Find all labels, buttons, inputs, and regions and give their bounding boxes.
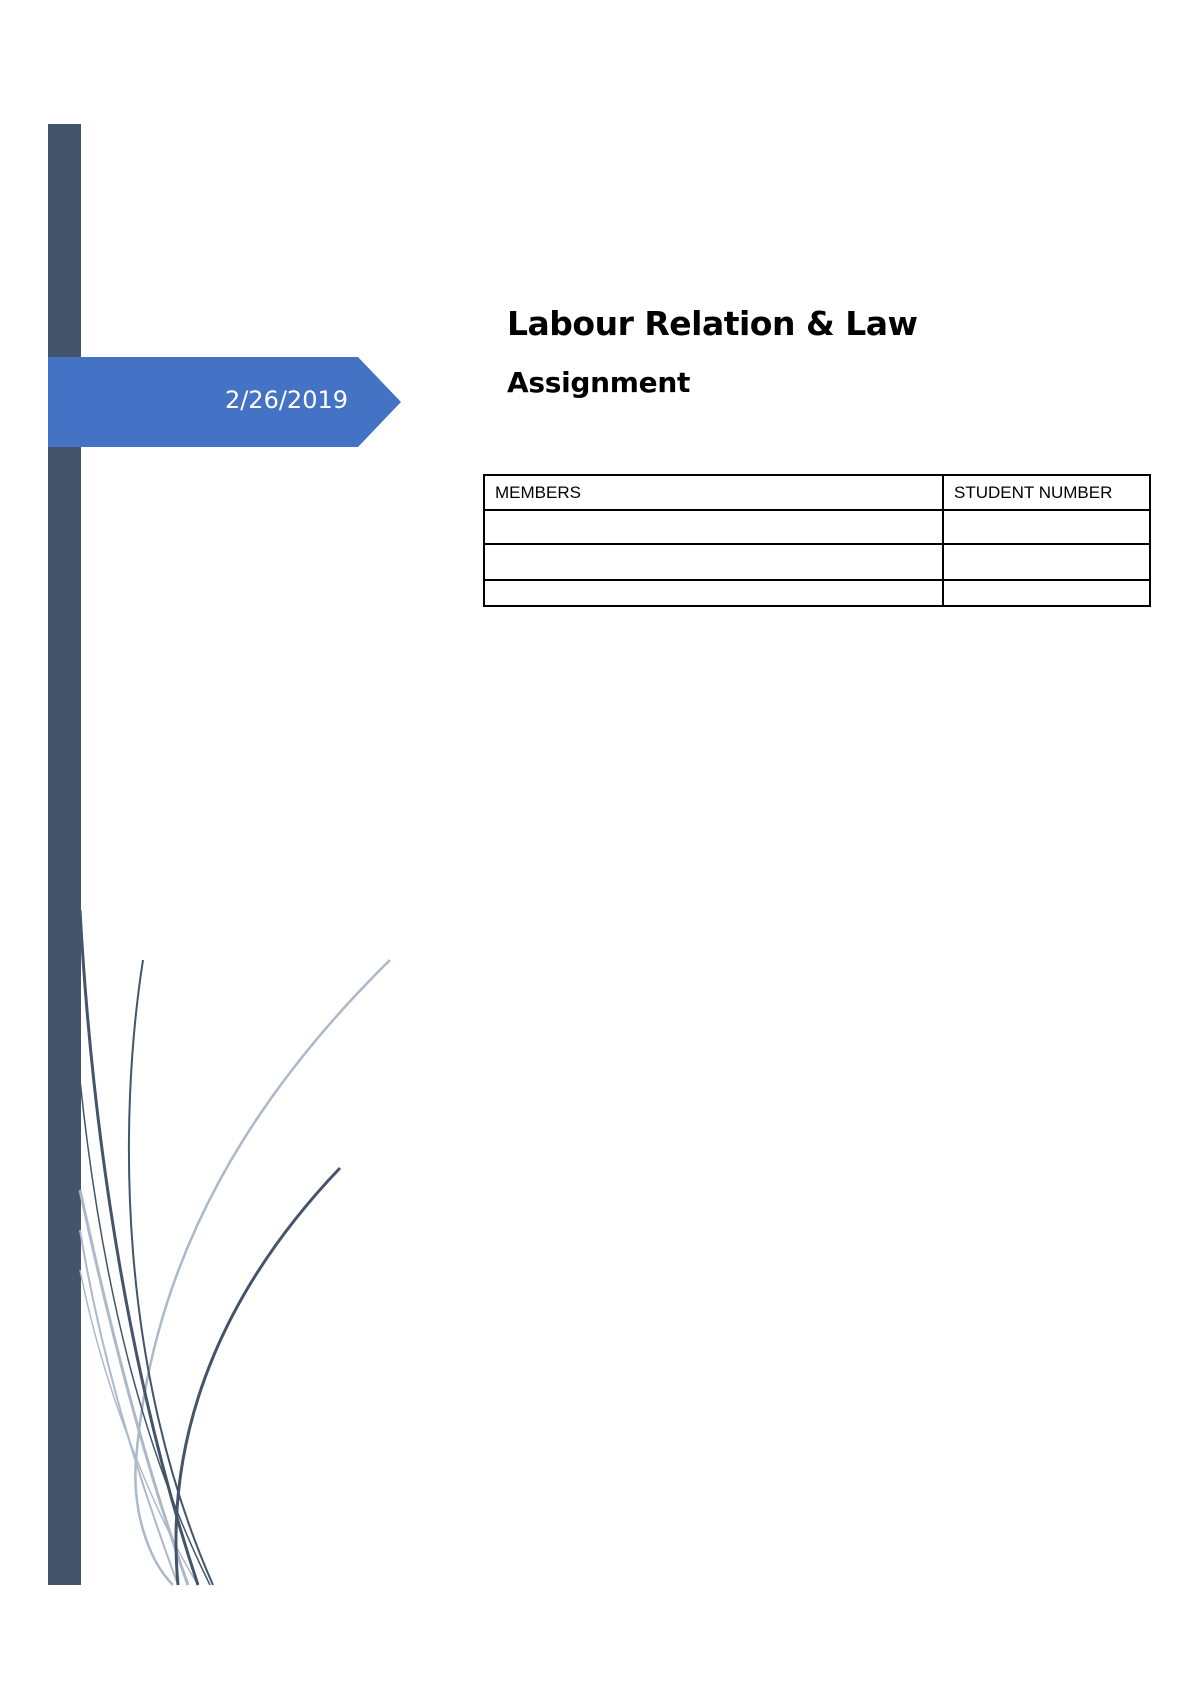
member-name-cell[interactable]: [484, 510, 943, 544]
date-banner: [48, 357, 401, 447]
swoosh-light-1: [135, 960, 390, 1585]
members-column-header: MEMBERS: [484, 475, 943, 510]
swoosh-dark-3: [176, 1168, 340, 1585]
table-row: [484, 544, 1150, 580]
table-row: [484, 510, 1150, 544]
student-number-cell[interactable]: [943, 544, 1150, 580]
members-table: [483, 474, 1151, 607]
decorative-swoosh-lines: [48, 900, 408, 1590]
member-name-cell[interactable]: [484, 544, 943, 580]
table-header-row: [484, 475, 1150, 510]
document-subtitle: Assignment: [507, 366, 691, 399]
swoosh-light-3: [80, 1230, 178, 1585]
student-number-cell[interactable]: [943, 580, 1150, 606]
student-number-column-header: STUDENT NUMBER: [943, 475, 1150, 510]
table-row: [484, 580, 1150, 606]
document-title: Labour Relation & Law: [507, 304, 918, 343]
member-name-cell[interactable]: [484, 580, 943, 606]
swoosh-light-2: [80, 1190, 188, 1585]
document-date: 2/26/2019: [224, 386, 348, 414]
student-number-cell[interactable]: [943, 510, 1150, 544]
